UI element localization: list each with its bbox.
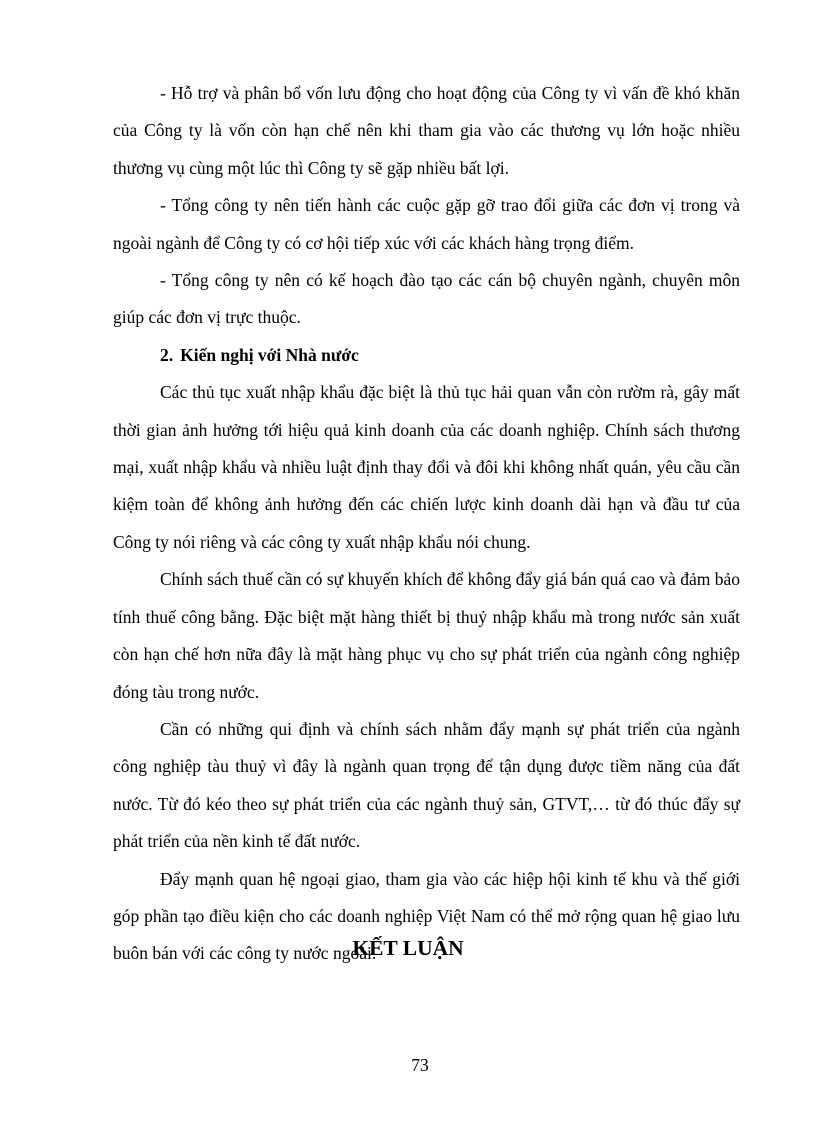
paragraph-training: - Tổng công ty nên có kế hoạch đào tạo các cán bộ chuyên ngành, chuyên môn giúp các đơn vị trực thuộc. — [113, 270, 740, 328]
paragraph-shipbuilding: Cần có những qui định và chính sách nhằm đẩy mạnh sự phát triển của ngành công nghiệp tàu thuỷ vì đây là ngành quan trọng để tận dụng được tiềm năng của đất nước. Từ đó kéo theo sự phát triển của các ngành thuỷ sản, GTVT,… từ đó thúc đẩy sự phát triển của nền kinh tế đất nước. — [113, 718, 740, 852]
body-text — [113, 75, 740, 973]
paragraph-diplomacy: Đẩy mạnh quan hệ ngoại giao, tham gia vào các hiệp hội kinh tế khu và thế giới góp phần tạo điều kiện cho các doanh nghiệp Việt Nam có thể mở rộng quan hệ giao lưu buôn bán với các công ty nước ngoài. — [113, 868, 740, 964]
section-heading — [113, 337, 740, 374]
section-title: Kiến nghị với Nhà nước — [180, 344, 359, 365]
paragraph-meetings: - Tổng công ty nên tiến hành các cuộc gặp gỡ trao đổi giữa các đơn vị trong và ngoài ngành để Công ty có cơ hội tiếp xúc với các khách hàng trọng điểm. — [113, 195, 740, 253]
section-number: 2. — [160, 344, 174, 365]
paragraph-tax-policy: Chính sách thuế cần có sự khuyến khích để không đẩy giá bán quá cao và đảm bảo tính thuế công bằng. Đặc biệt mặt hàng thiết bị thuỷ nhập khẩu mà trong nước sản xuất còn hạn chế hơn nữa đây là mặt hàng phục vụ cho sự phát triển của ngành công nghiệp đóng tàu trong nước. — [113, 569, 740, 702]
conclusion-title: KẾT LUẬN — [352, 936, 464, 960]
paragraph-customs: Các thủ tục xuất nhập khẩu đặc biệt là thủ tục hải quan vẫn còn rườm rà, gây mất thời gian ảnh hưởng tới hiệu quả kinh doanh của các doanh nghiệp. Chính sách thương mại, xuất nhập khẩu và nhiều luật định thay đổi và đôi khi không nhất quán, yêu cầu cần kiệm toàn để không ảnh hưởng đến các chiến lược kinh doanh dài hạn và đầu tư của Công ty nói riêng và các công ty xuất nhập khẩu nói chung. — [113, 382, 740, 552]
page-number: 73 — [411, 1055, 429, 1075]
paragraph-working-capital: - Hỗ trợ và phân bổ vốn lưu động cho hoạt động của Công ty vì vấn đề khó khăn của Công ty là vốn còn hạn chế nên khi tham gia vào các thương vụ lớn hoặc nhiều thương vụ cùng một lúc thì Công ty sẽ gặp nhiều bất lợi. — [113, 83, 740, 178]
